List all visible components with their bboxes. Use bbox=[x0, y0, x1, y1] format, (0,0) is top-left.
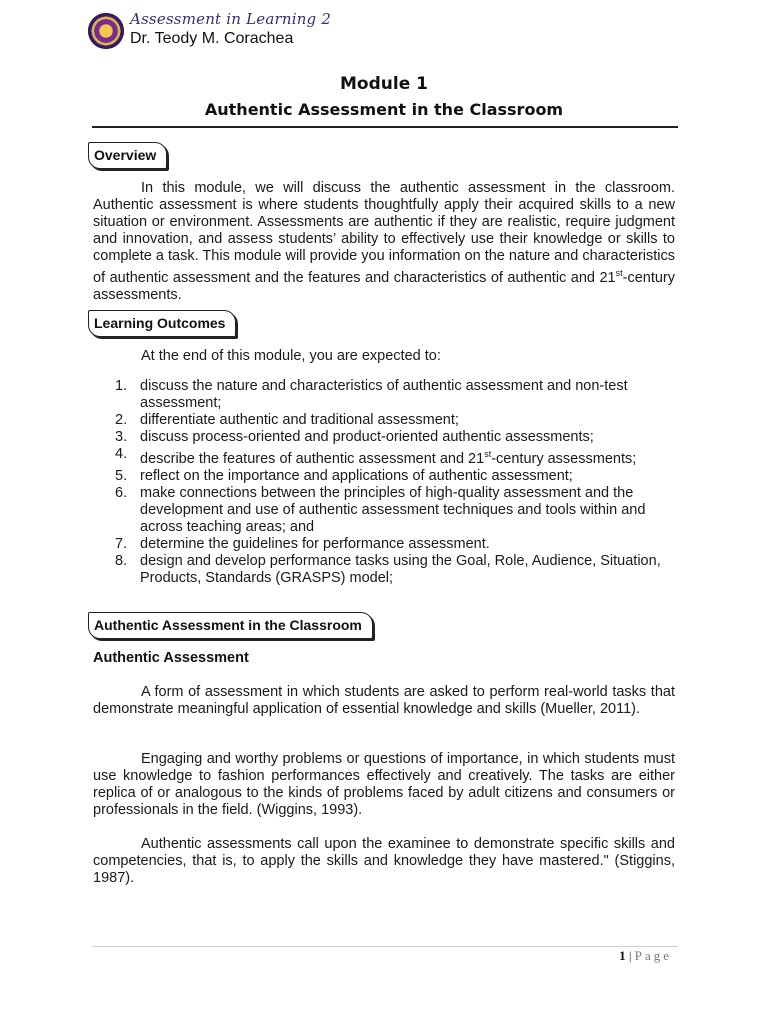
definition-paragraph-1: A form of assessment in which students are asked to perform real-world tasks that demonstrate meaningful application of essential knowledge and skills (Mueller, 2011). bbox=[93, 684, 675, 717]
author-name: Dr. Teody M. Corachea bbox=[130, 30, 294, 47]
outcomes-intro: At the end of this module, you are expected to: bbox=[141, 348, 441, 364]
university-seal-logo bbox=[88, 13, 124, 49]
authentic-assessment-label: Authentic Assessment in the Classroom bbox=[88, 612, 373, 639]
section-heading: Authentic Assessment bbox=[93, 650, 249, 666]
course-title: Assessment in Learning 2 bbox=[130, 10, 332, 28]
module-title: Authentic Assessment in the Classroom bbox=[204, 100, 564, 119]
list-item: 3. discuss process-oriented and product-oriented authentic assessments; bbox=[115, 429, 594, 445]
page-word: Page bbox=[634, 948, 672, 963]
title-divider bbox=[92, 126, 678, 128]
list-item: 7. determine the guidelines for performance assessment. bbox=[115, 535, 490, 552]
overview-label: Overview bbox=[88, 142, 167, 169]
definition-paragraph-3: Authentic assessments call upon the examinee to demonstrate specific skills and competencies, that is, to apply the skills and knowledge they have mastered." (Stiggins, 1987). bbox=[93, 836, 675, 886]
page-number: 1 bbox=[619, 948, 626, 963]
list-item: 2. differentiate authentic and traditional assessment; bbox=[115, 412, 459, 428]
page-footer bbox=[619, 948, 672, 964]
list-item: 6. make connections between the principles of high-quality assessment and the development and use of authentic assessment techniques and tools within and across teaching areas; and bbox=[115, 484, 646, 535]
overview-text-end: -century assessments. bbox=[93, 269, 675, 303]
module-number: Module 1 bbox=[340, 74, 428, 94]
footer-divider bbox=[92, 946, 678, 947]
outcomes-list bbox=[93, 378, 675, 587]
list-item: 5. reflect on the importance and applications of authentic assessment; bbox=[115, 467, 573, 484]
list-item: 8. design and develop performance tasks using the Goal, Role, Audience, Situation, Products, Standards (GRASPS) model; bbox=[115, 552, 661, 586]
overview-text: In this module, we will discuss the authentic assessment in the classroom. Authentic assessment is where students thoughtfully apply their acquired skills to a new situation or environment. Assessments are authentic if they are realistic, require judgment and innovation, and assess students’ ability to effectively use their knowledge or skills to complete a task. This module will provide you information on the nature and characteristics of authentic assessment and the features and characteristics of authentic and 21 bbox=[93, 180, 675, 286]
footer-separator: | bbox=[628, 948, 632, 963]
overview-paragraph bbox=[93, 180, 675, 304]
overview-superscript: st bbox=[615, 268, 623, 278]
learning-outcomes-label: Learning Outcomes bbox=[88, 310, 236, 337]
list-item: 1. discuss the nature and characteristics of authentic assessment and non-test assessment; bbox=[115, 378, 628, 411]
definition-paragraph-2: Engaging and worthy problems or questions of importance, in which students must use knowledge to fashion performances effectively and creatively. The tasks are either replica of or analogous to the kinds of problems faced by adult citizens and consumers or professionals in the field. (Wiggins, 1993). bbox=[93, 751, 675, 818]
list-item: 4. describe the features of authentic assessment and 21st-century assessments; bbox=[115, 446, 637, 467]
